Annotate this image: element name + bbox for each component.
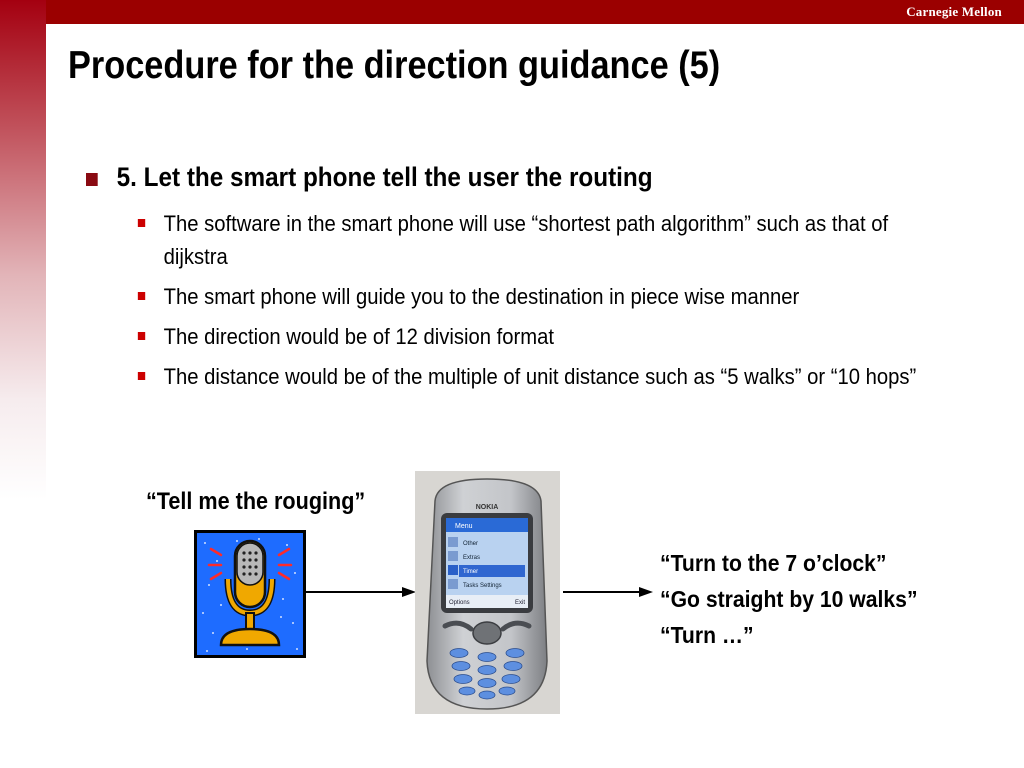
bullet-list	[86, 162, 966, 400]
top-bar	[0, 0, 1024, 24]
square-bullet-icon	[138, 219, 145, 227]
square-bullet-icon	[138, 372, 145, 380]
svg-text:NOKIA: NOKIA	[475, 504, 499, 511]
sub-bullet	[136, 207, 936, 273]
response-line: “Turn to the 7 o’clock”	[660, 550, 887, 576]
response-line: “Turn …”	[660, 622, 754, 648]
sub-bullet	[136, 360, 936, 393]
microphone-icon	[197, 533, 303, 655]
sub-bullet	[136, 280, 936, 313]
smartphone-icon	[415, 471, 560, 714]
sub-bullet-text: The smart phone will guide you to the destination in piece wise manner	[163, 284, 800, 309]
carnegie-mellon-logo: Carnegie Mellon	[906, 4, 1002, 19]
sub-bullet-text: The distance would be of the multiple of unit distance such as “5 walks” or “10 hops”	[163, 364, 917, 389]
arrow-icon	[563, 584, 653, 600]
svg-text:Extras: Extras	[463, 555, 481, 561]
svg-text:Other: Other	[463, 541, 479, 547]
main-bullet	[86, 162, 878, 193]
svg-text:Options: Options	[449, 600, 470, 606]
response-line: “Go straight by 10 walks”	[660, 586, 918, 612]
square-bullet-icon	[86, 173, 98, 186]
square-bullet-icon	[138, 332, 145, 340]
microphone-image	[194, 530, 306, 658]
square-bullet-icon	[138, 292, 145, 300]
user-request-caption: “Tell me the rouging”	[146, 488, 366, 515]
phone-response-text	[660, 545, 918, 653]
svg-text:Exit: Exit	[514, 600, 525, 606]
smartphone-image	[415, 471, 560, 714]
arrow-icon	[304, 584, 416, 600]
main-bullet-text: 5. Let the smart phone tell the user the routing	[116, 162, 653, 192]
svg-text:Tasks Settings: Tasks Settings	[463, 583, 502, 589]
sub-bullet-text: The software in the smart phone will use “shortest path algorithm” such as that of dijkstra	[163, 211, 889, 269]
svg-text:Timer: Timer	[463, 569, 479, 575]
sub-bullet-text: The direction would be of 12 division format	[163, 324, 554, 349]
slide-title: Procedure for the direction guidance (5)	[68, 44, 721, 87]
svg-text:Menu: Menu	[455, 523, 473, 530]
side-gradient	[0, 0, 46, 500]
sub-bullet	[136, 320, 936, 353]
sub-bullet-list	[86, 207, 966, 393]
